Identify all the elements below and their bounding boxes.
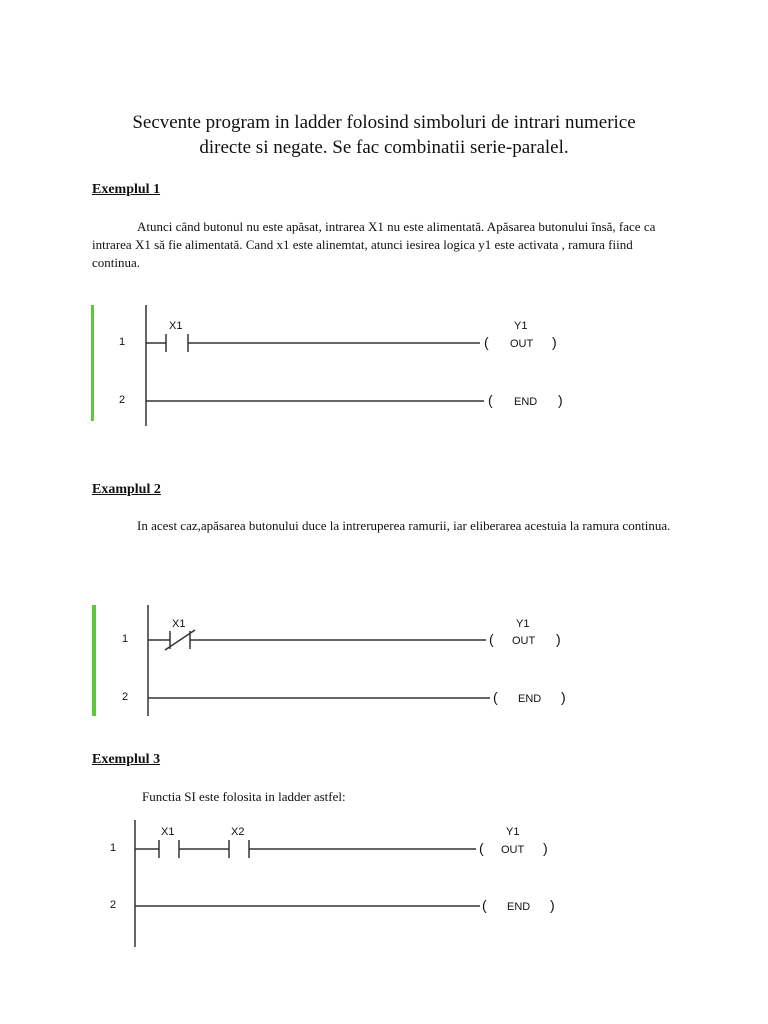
ladder-diagram-3 (0, 815, 768, 955)
coil-close-paren: ) (543, 840, 548, 856)
rung-number: 1 (110, 842, 117, 854)
ladder-diagram-2 (0, 600, 768, 720)
end-close-paren: ) (558, 392, 563, 408)
coil-open-paren: ( (484, 334, 489, 350)
end-instruction: END (507, 901, 531, 913)
example-3-text: Functia SI este folosita in ladder astfel: (142, 789, 346, 804)
end-open-paren: ( (488, 392, 493, 408)
coil-type: OUT (510, 338, 534, 350)
title-line-2: directe si negate. Se fac combinatii serie-paralel. (199, 137, 569, 158)
end-open-paren: ( (482, 897, 487, 913)
example-1-heading: Exemplul 1 (92, 182, 161, 197)
rung-number: 2 (119, 394, 126, 406)
rung-number: 1 (122, 633, 129, 645)
end-open-paren: ( (493, 689, 498, 705)
page-title (60, 110, 708, 160)
end-close-paren: ) (561, 689, 566, 705)
example-2-text (92, 517, 682, 535)
ladder-diagram-1 (0, 300, 768, 440)
rung-number: 2 (110, 899, 117, 911)
coil-open-paren: ( (489, 631, 494, 647)
coil-close-paren: ) (552, 334, 557, 350)
end-instruction: END (514, 396, 538, 408)
contact-label: X2 (231, 826, 245, 838)
example-1-text-body: Atunci când butonul nu este apăsat, intrarea X1 nu este alimentată. Apăsarea butonului însă, face ca intrarea X1 să fie alimentată. Cand x1 este alinemtat, atunci iesirea logica y1 este activata , ramura fiind continua. (92, 219, 656, 270)
contact-label: X1 (161, 826, 175, 838)
end-close-paren: ) (550, 897, 555, 913)
title-line-1: Secvente program in ladder folosind simboluri de intrari numerice (132, 112, 636, 133)
example-1-text (92, 218, 682, 272)
coil-open-paren: ( (479, 840, 484, 856)
example-2-text-body: In acest caz,apăsarea butonului duce la intreruperea ramurii, iar eliberarea acestuia la ramura continua. (137, 518, 671, 533)
coil-label: Y1 (514, 320, 528, 332)
rung-number: 1 (119, 336, 126, 348)
contact-label: X1 (172, 618, 186, 630)
end-instruction: END (518, 693, 542, 705)
contact-label: X1 (169, 320, 183, 332)
example-2-heading: Examplul 2 (92, 482, 161, 497)
accent-bar (92, 605, 96, 716)
coil-close-paren: ) (556, 631, 561, 647)
accent-bar (91, 305, 94, 421)
example-3-heading: Exemplul 3 (92, 752, 161, 767)
rung-number: 2 (122, 691, 129, 703)
coil-label: Y1 (506, 826, 520, 838)
coil-label: Y1 (516, 618, 530, 630)
coil-type: OUT (512, 635, 536, 647)
coil-type: OUT (501, 844, 525, 856)
